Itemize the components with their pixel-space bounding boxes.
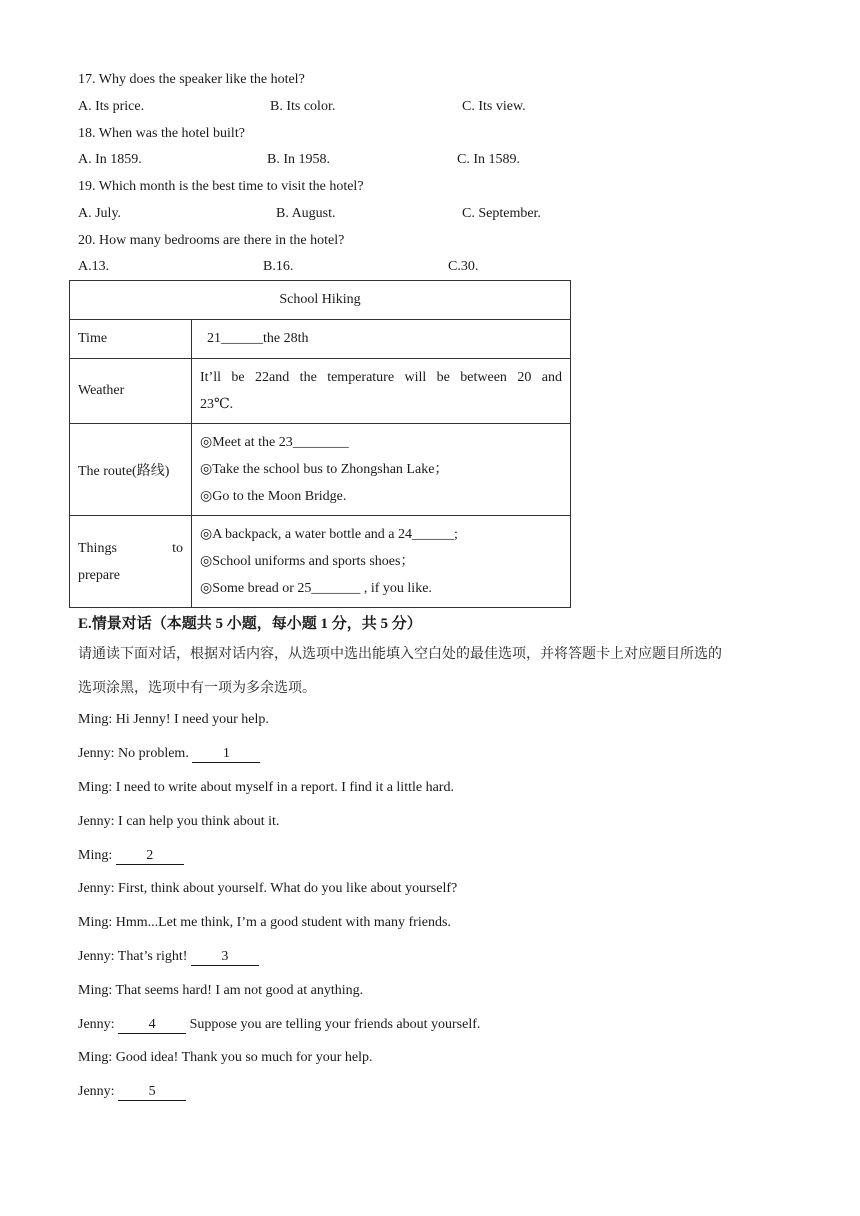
things-label-word: to [172,540,183,556]
weather-label: Weather [70,359,192,424]
things-label-line-2: prepare [78,567,120,583]
q20-option-c: C.30. [448,259,479,274]
q19-option-b: B. August. [276,206,336,221]
section-e-instruction-line-2: 选项涂黑，选项中有一项为多余选项。 [78,680,316,696]
time-value-text: 21______the 28th [207,331,309,346]
question-17: 17. Why does the speaker like the hotel? [78,72,305,87]
dialogue-line [78,813,279,831]
dialogue-text: Jenny: That’s right! [78,949,191,964]
q19-option-c: C. September. [462,206,541,221]
q18-option-c: C. In 1589. [457,152,520,167]
dialogue-line [78,1049,372,1067]
things-label-line-1 [78,535,183,562]
dialogue-text: Ming: [78,848,116,863]
things-item: ◎A backpack, a water bottle and a 24______; [200,527,458,542]
question-19: 19. Which month is the best time to visit the hotel? [78,179,364,194]
table-row [70,320,571,359]
weather-line-2: 23℃. [200,397,234,412]
route-cell [192,424,571,516]
dialogue-text: Suppose you are telling your friends about yourself. [186,1017,481,1032]
answer-blank[interactable]: 4 [118,1017,186,1034]
route-item: ◎Take the school bus to Zhongshan Lake； [200,462,449,477]
dialogue-line [78,1016,480,1034]
section-e-title: E.情景对话（本题共 5 小题，每小题 1 分，共 5 分） [78,616,422,632]
dialogue-text: Jenny: First, think about yourself. What do you like about yourself? [78,881,458,896]
things-label-word: Things [78,540,117,556]
dialogue-line [78,982,363,1000]
things-item: ◎School uniforms and sports shoes； [200,554,415,569]
answer-blank[interactable]: 5 [118,1084,186,1101]
q17-option-b: B. Its color. [270,99,336,114]
things-cell [192,516,571,608]
dialogue-text: Ming: That seems hard! I am not good at anything. [78,983,364,998]
dialogue-line [78,779,454,797]
q18-option-a: A. In 1859. [78,152,142,167]
question-20: 20. How many bedrooms are there in the hotel? [78,233,345,248]
q20-option-b: B.16. [263,259,294,274]
time-label: Time [70,320,192,359]
dialogue-line [78,711,269,729]
answer-blank[interactable]: 3 [191,949,259,966]
answer-blank[interactable]: 1 [192,746,260,763]
dialogue-line [78,948,259,966]
route-label: The route(路线) [70,424,192,516]
school-hiking-table [69,280,571,608]
dialogue-line [78,847,184,865]
dialogue-line [78,1083,186,1101]
dialogue-line [78,914,451,932]
table-row [70,516,571,608]
dialogue-line [78,745,260,763]
q17-option-c: C. Its view. [462,99,526,114]
question-18: 18. When was the hotel built? [78,126,245,141]
dialogue-text: Jenny: No problem. [78,746,193,761]
dialogue-text: Jenny: [78,1017,119,1032]
route-item: ◎Go to the Moon Bridge. [200,489,347,504]
dialogue-text: Ming: Good idea! Thank you so much for your help. [78,1050,373,1065]
dialogue-text: Ming: Hi Jenny! I need your help. [78,712,269,727]
time-value [192,320,571,359]
q19-option-a: A. July. [78,206,122,221]
dialogue-text: Jenny: I can help you think about it. [78,814,280,829]
table-row [70,359,571,424]
things-item: ◎Some bread or 25_______ , if you like. [200,581,432,596]
table-row [70,424,571,516]
things-label [70,516,192,608]
section-e-instruction-line-1: 请通读下面对话，根据对话内容，从选项中选出能填入空白处的最佳选项，并将答题卡上对应题目所选的 [78,646,722,662]
weather-cell [192,359,571,424]
dialogue-text: Ming: Hmm...Let me think, I’m a good student with many friends. [78,915,451,930]
q17-option-a: A. Its price. [78,99,145,114]
table-row [70,281,571,320]
route-item: ◎Meet at the 23________ [200,435,349,450]
dialogue-text: Jenny: [78,1084,119,1099]
weather-line-1: It’ll be 22and the temperature will be between 20 and [200,370,562,385]
q18-option-b: B. In 1958. [267,152,330,167]
q20-option-a: A.13. [78,259,110,274]
dialogue-text: Ming: I need to write about myself in a report. I find it a little hard. [78,780,454,795]
answer-blank[interactable]: 2 [116,848,184,865]
dialogue-line [78,880,457,898]
table-title: School Hiking [70,281,571,320]
